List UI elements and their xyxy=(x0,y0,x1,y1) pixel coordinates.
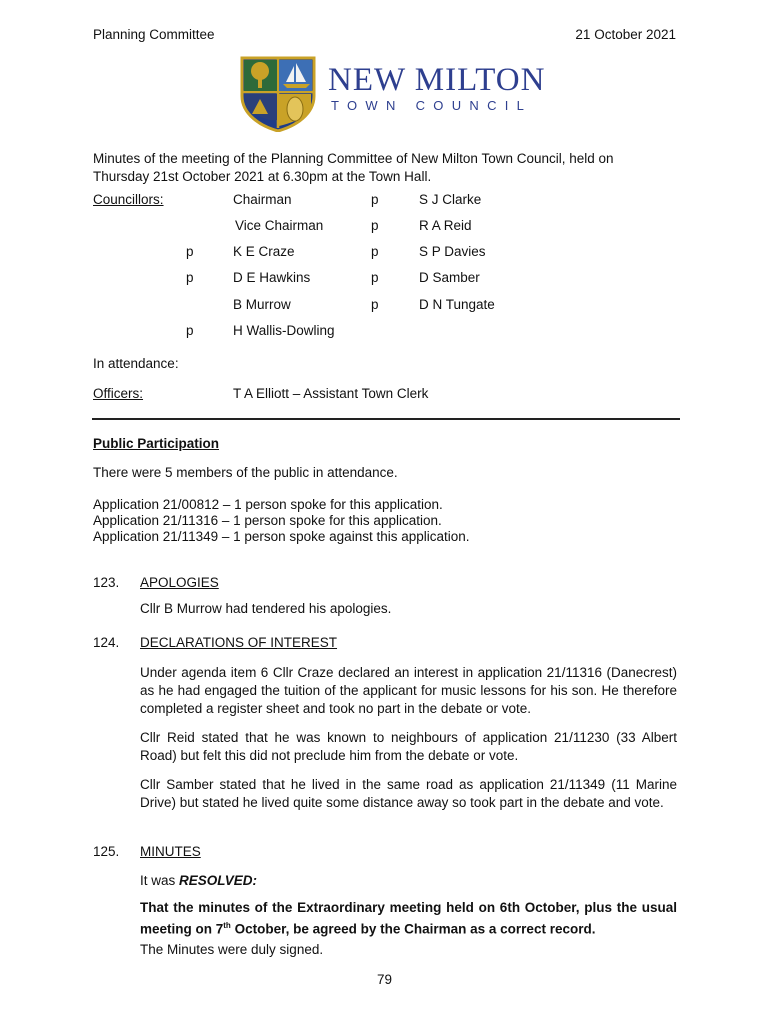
council-name: NEW MILTON xyxy=(328,62,546,98)
present-mark: p xyxy=(371,218,379,233)
councillor-name: S P Davies xyxy=(419,244,486,259)
council-crest-logo xyxy=(238,54,318,132)
item-number: 123. xyxy=(93,575,120,590)
in-attendance-label: In attendance: xyxy=(93,356,179,371)
meeting-intro: Minutes of the meeting of the Planning Committee of New Milton Town Council, held on Thursday 21st October 2021 at 6.30pm at the Town Hall. xyxy=(93,151,614,184)
present-mark: p xyxy=(371,244,379,259)
application-list xyxy=(93,497,470,545)
officers-label: Officers: xyxy=(93,386,144,401)
present-mark: p xyxy=(186,270,194,285)
it-was-text: It was xyxy=(140,873,180,888)
council-subtitle: TOWN COUNCIL xyxy=(331,98,533,113)
running-header-left: Planning Committee xyxy=(93,27,215,42)
item-title-minutes: MINUTES xyxy=(140,844,201,859)
councillor-name: Chairman xyxy=(233,192,292,207)
councillor-name: S J Clarke xyxy=(419,192,482,207)
officers-value: T A Elliott – Assistant Town Clerk xyxy=(233,386,429,401)
resolution-text-part: That the minutes of the Extraordinary meeting held on 6th October, plus the usual meeting on 7 xyxy=(140,900,677,937)
resolution-text xyxy=(140,899,677,939)
councillor-name: D N Tungate xyxy=(419,297,495,312)
declaration-paragraph: Cllr Samber stated that he lived in the same road as application 21/11349 (11 Marine Drive) but stated he lived quite some distance away so took part in the debate and vote. xyxy=(140,777,677,810)
present-mark: p xyxy=(371,297,379,312)
list-item: Application 21/11349 – 1 person spoke against this application. xyxy=(93,529,470,544)
running-header-date: 21 October 2021 xyxy=(575,27,676,42)
public-participation-heading: Public Participation xyxy=(93,436,220,451)
declaration-paragraph: Under agenda item 6 Cllr Craze declared an interest in application 21/11316 (Danecrest) as he had engaged the tuition of the applicant for music lessons for his son. He therefore completed a register sheet and took no part in the debate or vote. xyxy=(140,665,677,716)
item-title-apologies: APOLOGIES xyxy=(140,575,219,590)
councillor-name: H Wallis-Dowling xyxy=(233,323,335,338)
page-number: 79 xyxy=(377,972,393,987)
section-divider xyxy=(92,418,680,420)
present-mark: p xyxy=(371,192,379,207)
public-attendance-count: There were 5 members of the public in attendance. xyxy=(93,465,398,480)
list-item: Application 21/11316 – 1 person spoke for this application. xyxy=(93,513,442,528)
resolution-text-part: October, be agreed by the Chairman as a correct record. xyxy=(230,921,596,937)
item-number: 125. xyxy=(93,844,120,859)
minutes-signed-text: The Minutes were duly signed. xyxy=(140,942,324,957)
declaration-paragraph: Cllr Reid stated that he was known to neighbours of application 21/11230 (33 Albert Road) but felt this did not preclude him from the debate or vote. xyxy=(140,730,677,763)
councillor-name: B Murrow xyxy=(233,297,291,312)
councillor-name: K E Craze xyxy=(233,244,295,259)
councillor-name: D E Hawkins xyxy=(233,270,311,285)
present-mark: p xyxy=(186,244,194,259)
resolved-label: RESOLVED: xyxy=(179,873,258,888)
ordinal-suffix: th xyxy=(223,921,231,930)
councillor-name: R A Reid xyxy=(419,218,472,233)
resolution-intro xyxy=(140,873,257,888)
councillor-name: Vice Chairman xyxy=(235,218,324,233)
councillor-name: D Samber xyxy=(419,270,480,285)
item-title-declarations: DECLARATIONS OF INTEREST xyxy=(140,635,338,650)
item-number: 124. xyxy=(93,635,120,650)
present-mark: p xyxy=(186,323,194,338)
councillors-label: Councillors: xyxy=(93,192,164,207)
apologies-text: Cllr B Murrow had tendered his apologies. xyxy=(140,601,392,616)
list-item: Application 21/00812 – 1 person spoke for this application. xyxy=(93,497,443,512)
present-mark: p xyxy=(371,270,379,285)
